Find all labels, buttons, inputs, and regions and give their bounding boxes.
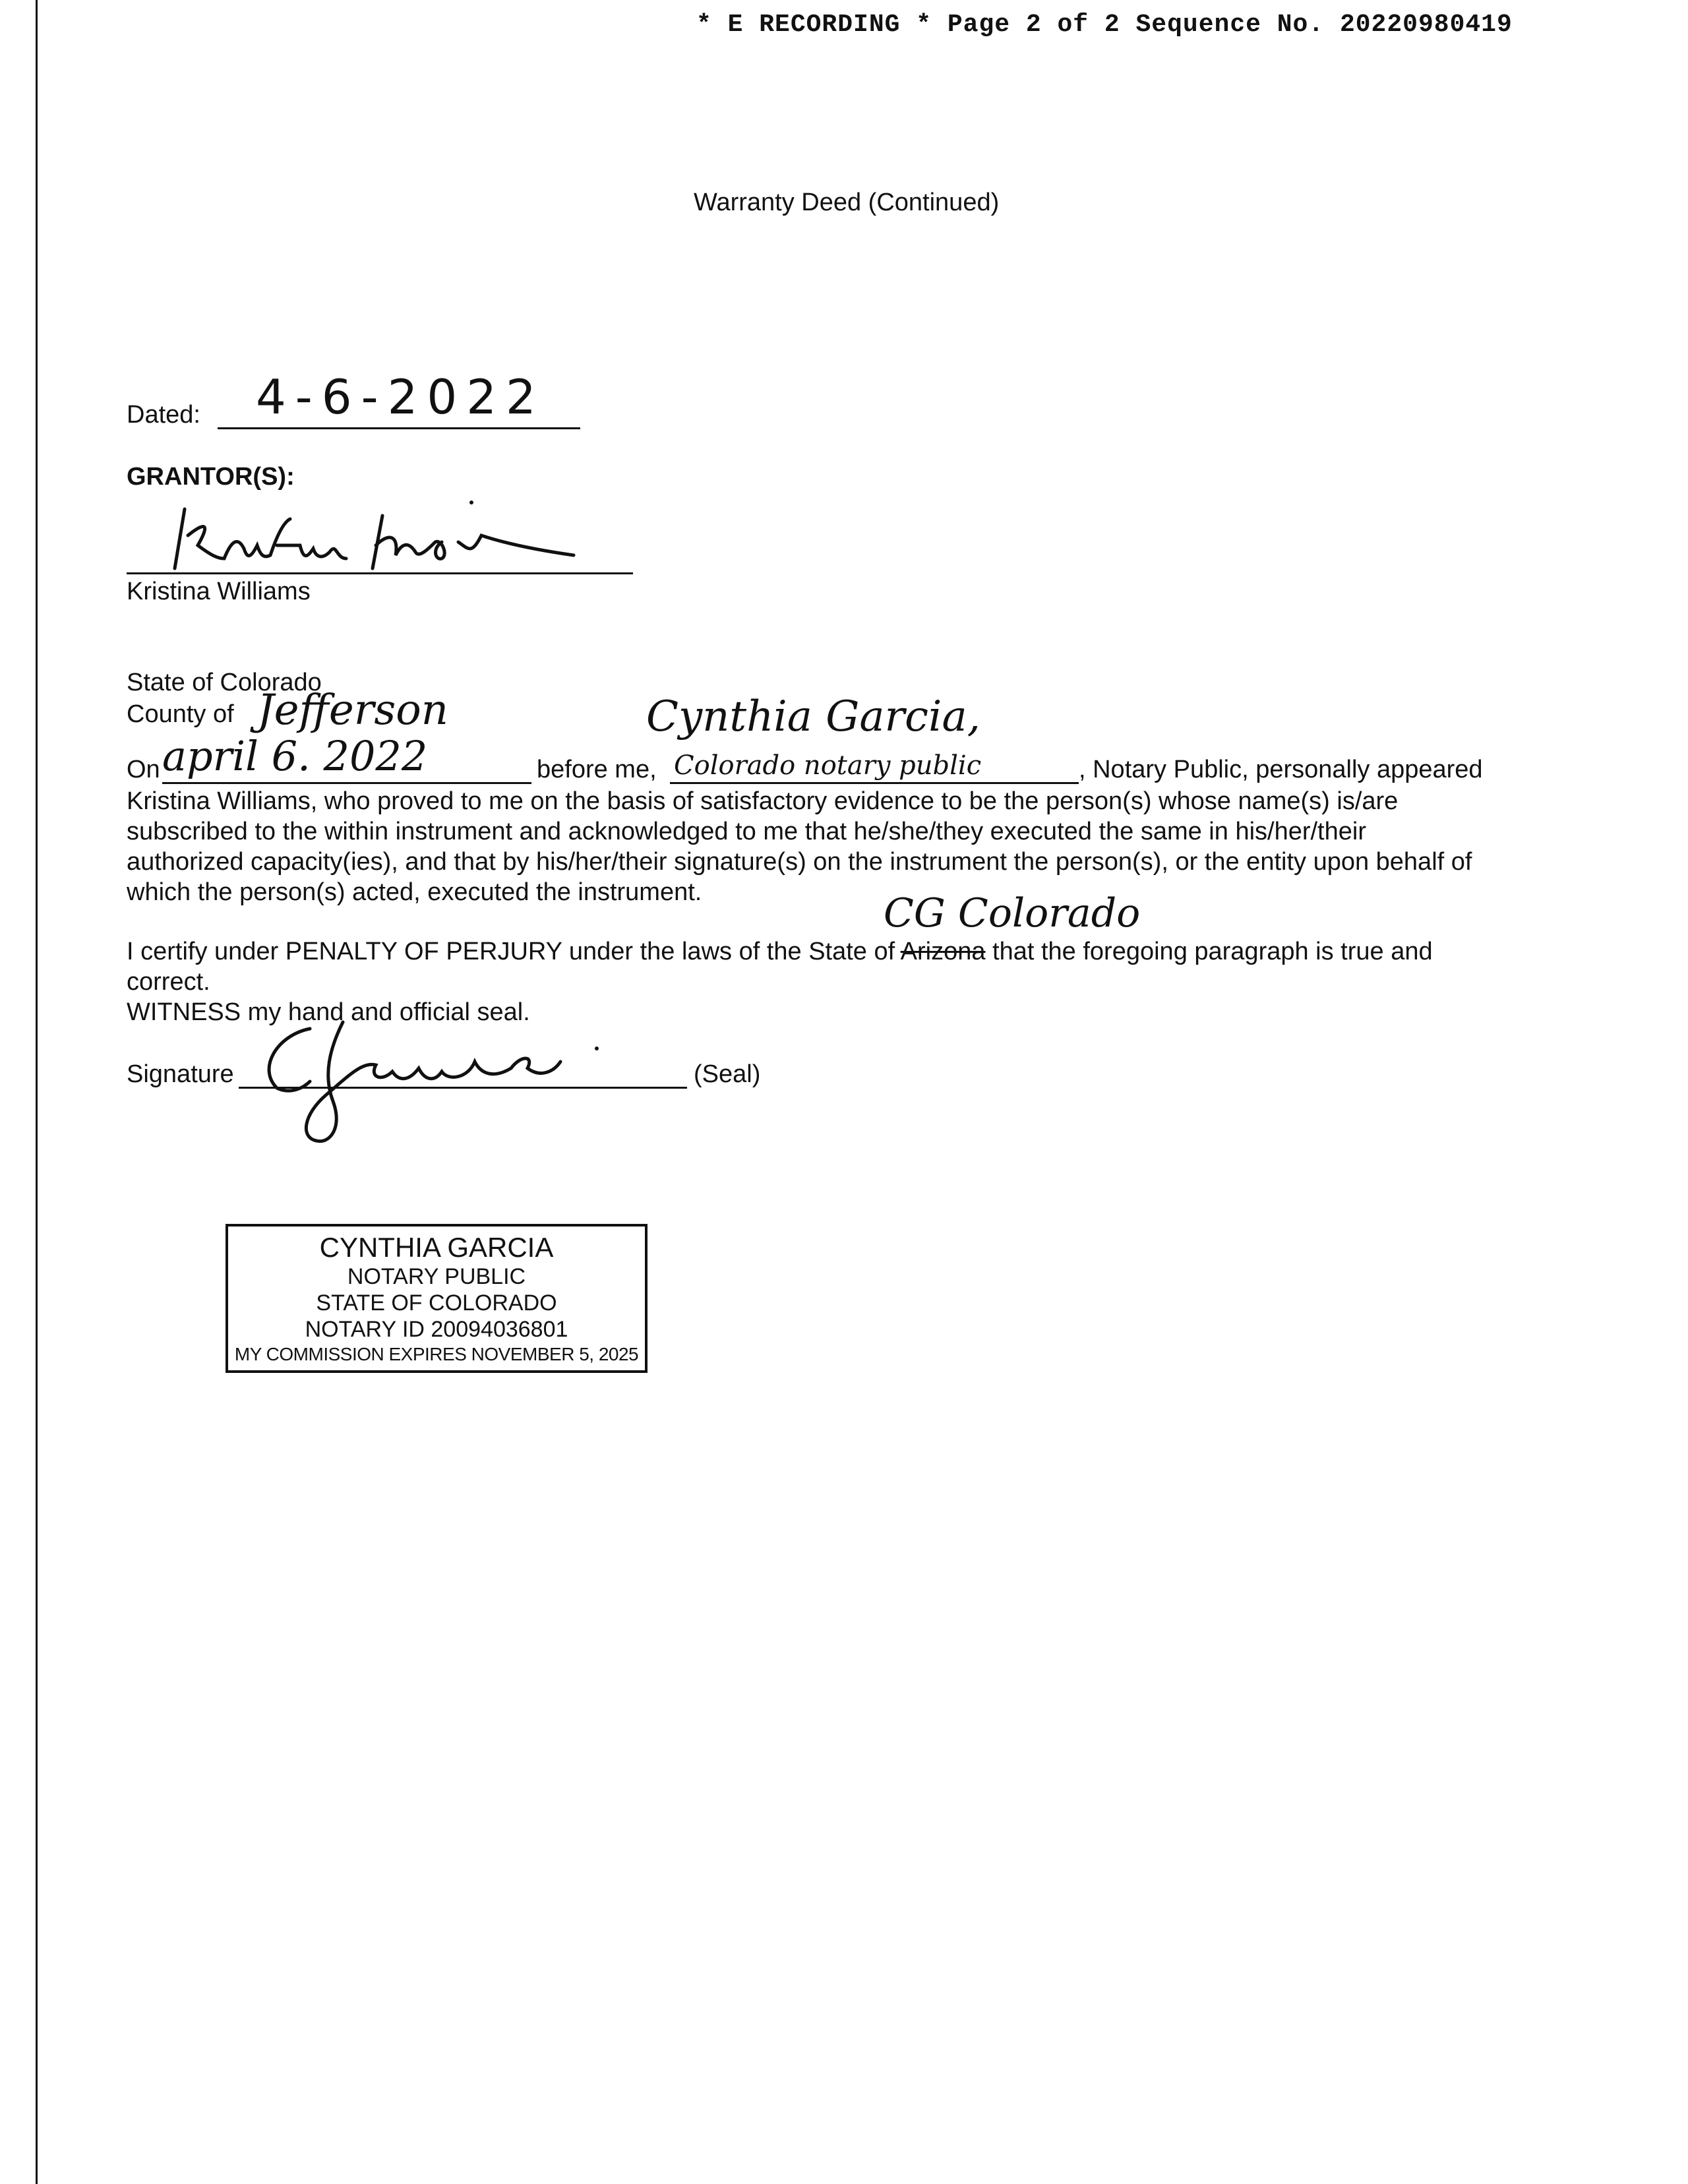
grantor-heading: GRANTOR(S): bbox=[127, 463, 295, 491]
state-line: State of Colorado bbox=[127, 669, 322, 696]
stamp-line-1: NOTARY PUBLIC bbox=[347, 1264, 526, 1289]
grantor-signature bbox=[158, 496, 633, 582]
stamp-line-3: NOTARY ID 20094036801 bbox=[305, 1317, 568, 1342]
left-margin-rule bbox=[36, 0, 38, 2184]
notary-signature bbox=[251, 1016, 686, 1147]
seal-label: (Seal) bbox=[694, 1060, 761, 1088]
ack-line-3: subscribed to the within instrument and acknowledged to me that he/she/they executed the same in his/her/their bbox=[127, 818, 1366, 845]
perjury-start: I certify under PENALTY OF PERJURY under the laws of the State of bbox=[127, 938, 901, 965]
ack-line-4: authorized capacity(ies), and that by his/her/their signature(s) on the instrument the person(s), or the entity upon behalf of bbox=[127, 848, 1472, 876]
on-date-underline bbox=[162, 782, 531, 784]
notary-stamp bbox=[226, 1224, 648, 1373]
recording-header: * E RECORDING * Page 2 of 2 Sequence No. 20220980419 bbox=[696, 11, 1513, 39]
notary-title-underline bbox=[670, 782, 1079, 784]
notary-name-handwritten: Cynthia Garcia, bbox=[646, 692, 980, 741]
perjury-struck-state: Arizona bbox=[900, 938, 986, 965]
perjury-end: that the foregoing paragraph is true and bbox=[985, 938, 1433, 965]
notary-signature-line bbox=[239, 1087, 687, 1089]
county-label: County of bbox=[127, 700, 234, 728]
dated-underline bbox=[218, 427, 580, 429]
grantor-signature-line bbox=[127, 572, 633, 574]
notary-public-text: , Notary Public, personally appeared bbox=[1079, 756, 1483, 783]
perjury-line-2: correct. bbox=[127, 968, 210, 996]
on-label: On bbox=[127, 756, 160, 783]
perjury-line bbox=[127, 936, 1433, 967]
grantor-name: Kristina Williams bbox=[127, 578, 311, 605]
notary-title-handwritten: Colorado notary public bbox=[674, 750, 982, 781]
witness-line: WITNESS my hand and official seal. bbox=[127, 998, 530, 1026]
dated-value: 4-6-2022 bbox=[256, 369, 545, 425]
stamp-line-4: MY COMMISSION EXPIRES NOVEMBER 5, 2025 bbox=[234, 1344, 639, 1364]
signature-label: Signature bbox=[127, 1060, 234, 1088]
stamp-line-2: STATE OF COLORADO bbox=[316, 1290, 557, 1316]
document-title: Warranty Deed (Continued) bbox=[694, 189, 1000, 216]
county-value: Jefferson bbox=[257, 686, 448, 735]
stamp-name: CYNTHIA GARCIA bbox=[319, 1232, 554, 1263]
correction-handwritten: CG Colorado bbox=[884, 890, 1141, 936]
on-date: april 6. 2022 bbox=[162, 732, 428, 780]
ack-line-5: which the person(s) acted, executed the instrument. bbox=[127, 878, 702, 906]
ack-line-2: Kristina Williams, who proved to me on the basis of satisfactory evidence to be the person(s) whose name(s) is/are bbox=[127, 787, 1399, 815]
dated-label: Dated: bbox=[127, 401, 200, 429]
before-me-text: before me, bbox=[537, 756, 657, 783]
